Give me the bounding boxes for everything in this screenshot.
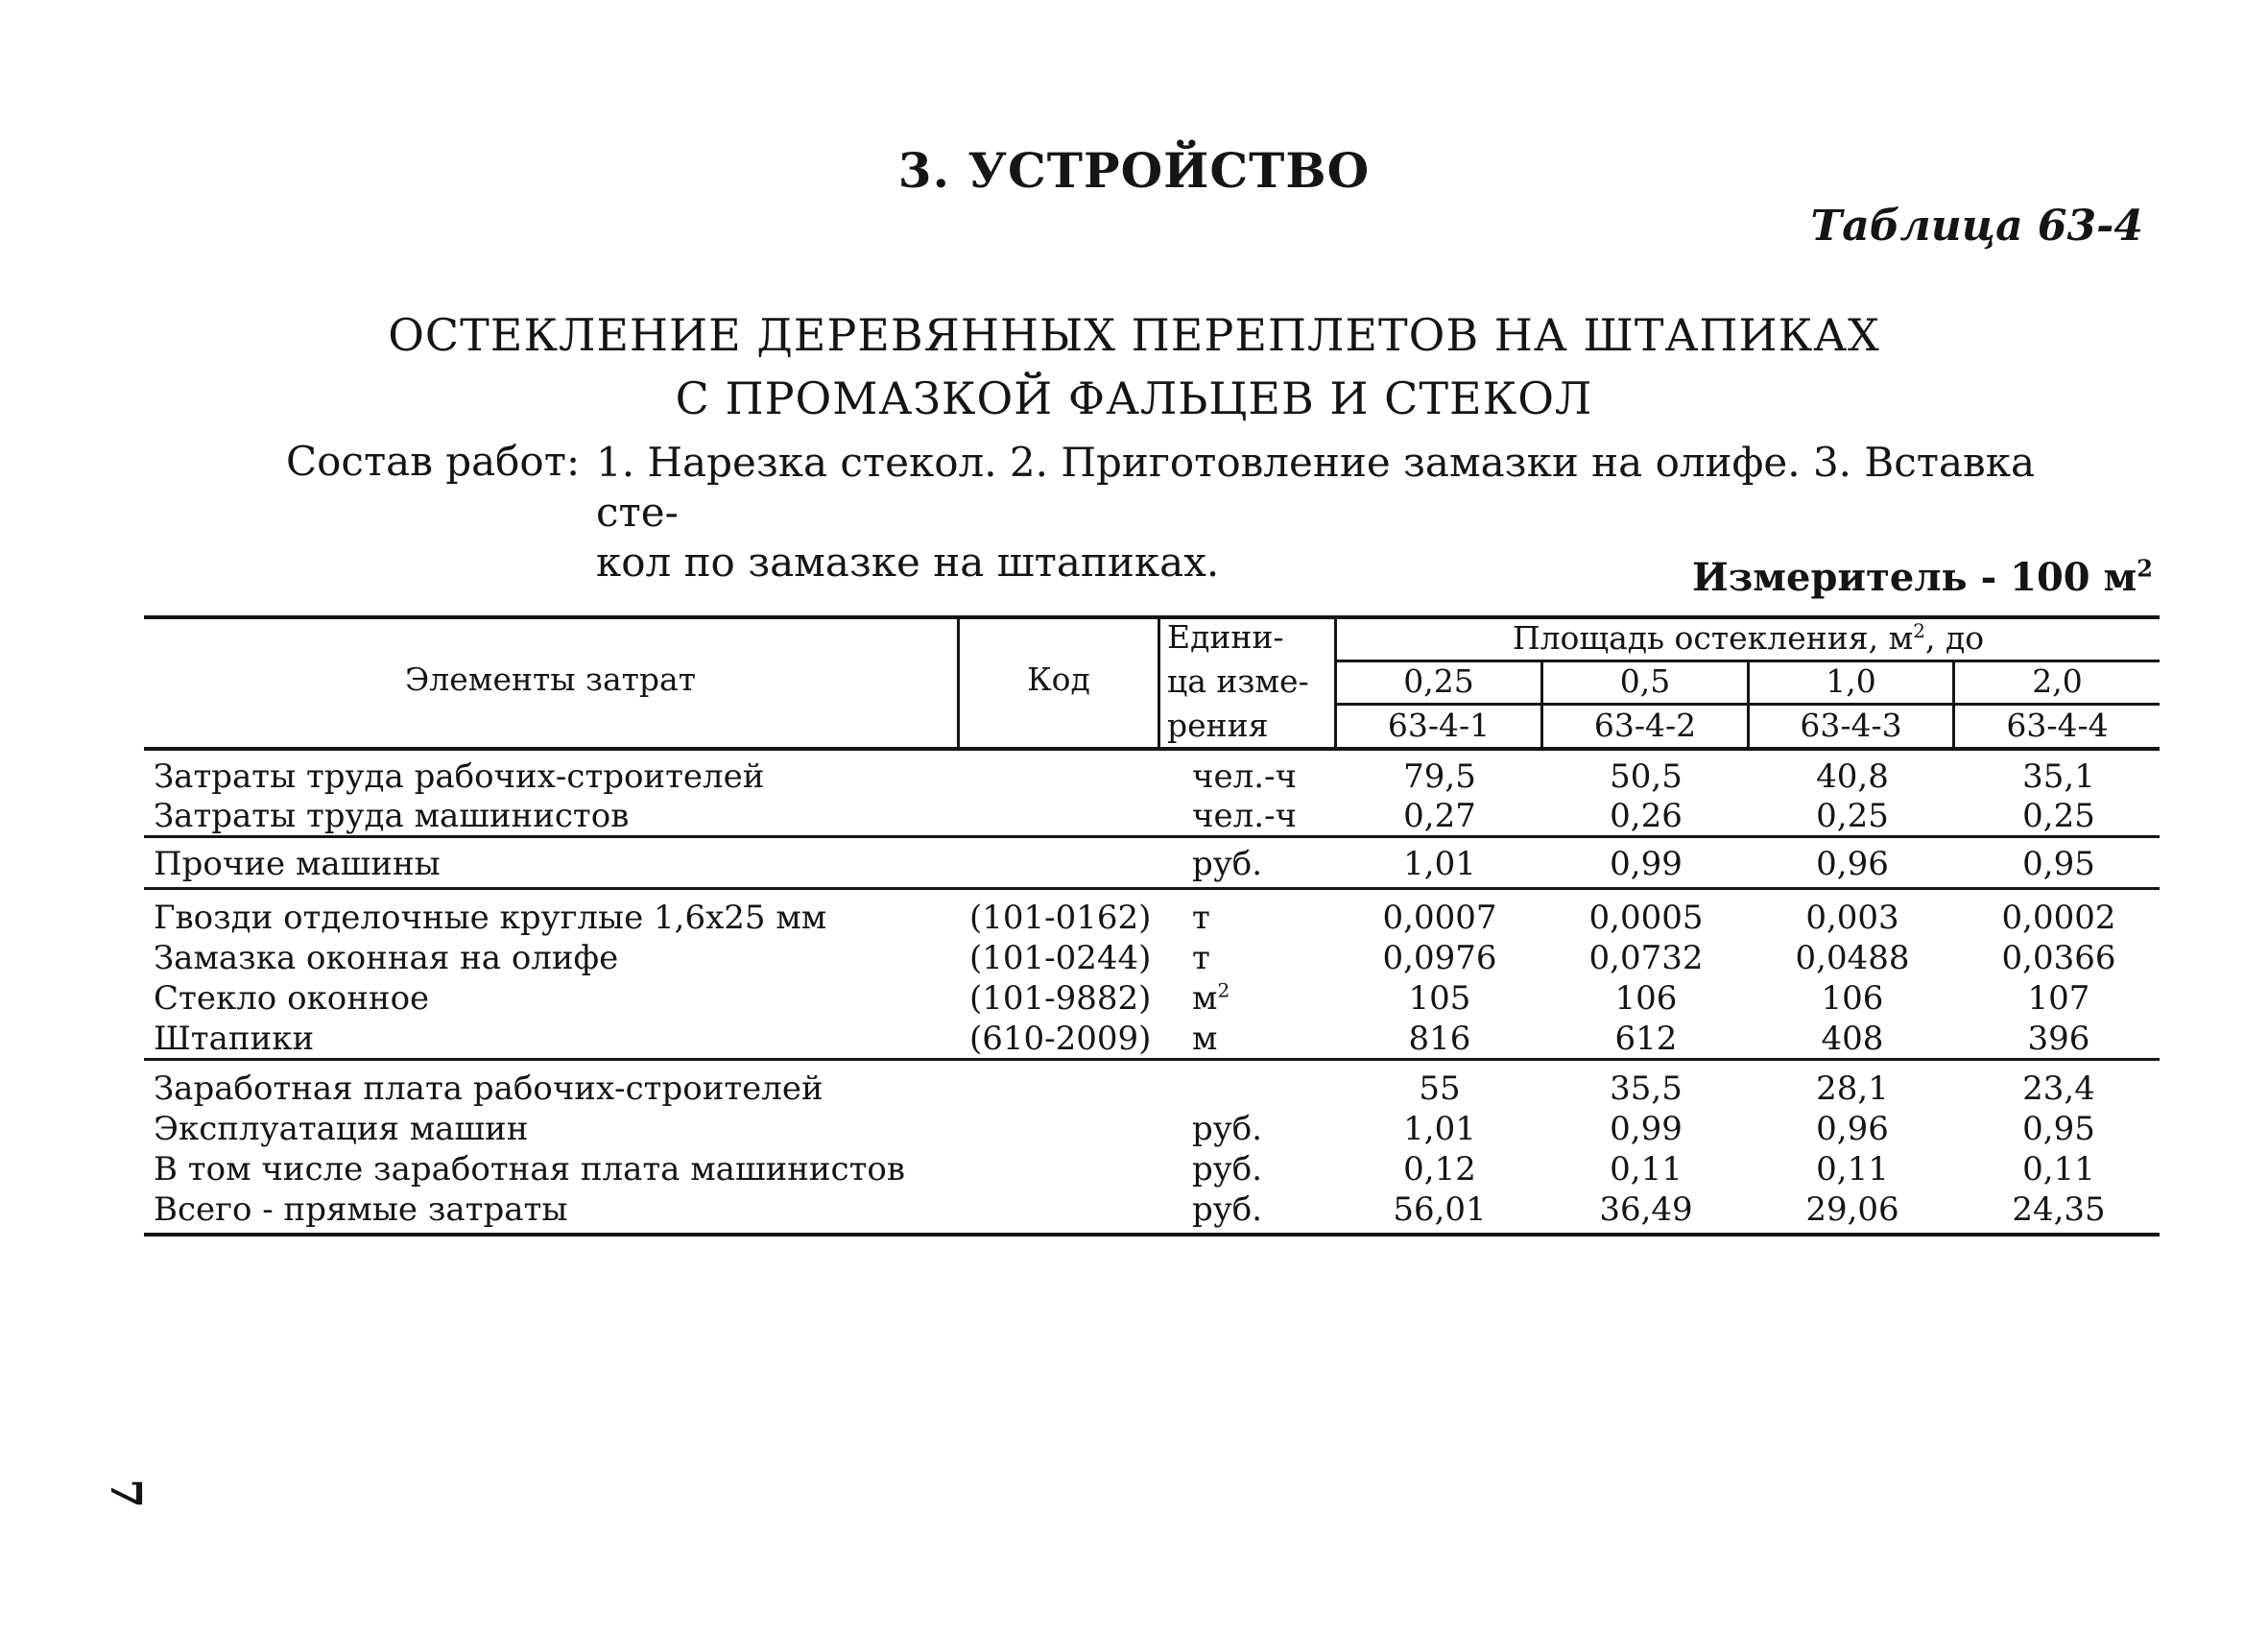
table-label: Таблица 63-4 — [1810, 202, 2143, 251]
row-code: (610-2009) — [969, 1020, 1152, 1058]
row-value: 28,1 — [1816, 1069, 1889, 1108]
row-value: 79,5 — [1403, 757, 1476, 796]
row-unit: руб. — [1192, 845, 1263, 883]
row-value: 55 — [1419, 1069, 1461, 1108]
measure-unit: Измеритель - 100 $м^2$ — [1691, 554, 2153, 600]
header-column-code: 63-4-1 — [1387, 707, 1491, 744]
row-value: 35,5 — [1610, 1069, 1683, 1108]
header-bottom-rule — [144, 747, 2160, 751]
header-elements: Элементы затрат — [405, 660, 696, 698]
row-unit: руб. — [1192, 1190, 1263, 1229]
header-column-code: 63-4-2 — [1593, 707, 1697, 744]
row-name: Эксплуатация машин — [154, 1110, 529, 1148]
row-value: 0,12 — [1403, 1150, 1476, 1189]
header-unit-line-3: рения — [1167, 707, 1269, 744]
group-rule-1 — [144, 835, 2160, 838]
row-value: 1,01 — [1403, 845, 1476, 883]
table-bottom-rule — [144, 1233, 2160, 1237]
row-value: 396 — [2027, 1020, 2090, 1058]
row-value: 24,35 — [2012, 1190, 2106, 1229]
row-value: 612 — [1614, 1020, 1678, 1058]
row-value: 50,5 — [1610, 757, 1683, 796]
row-name: Штапики — [154, 1020, 315, 1058]
row-name: Заработная плата рабочих-строителей — [154, 1069, 824, 1108]
header-column-code: 63-4-3 — [1800, 707, 1902, 744]
header-unit-line-1: Едини- — [1167, 618, 1284, 656]
work-composition-line-2: кол по замазке на штапиках. — [596, 539, 1220, 586]
row-value: 0,11 — [1816, 1150, 1889, 1189]
row-value: 36,49 — [1599, 1190, 1693, 1229]
row-value: 0,0005 — [1588, 899, 1704, 937]
row-name: Всего - прямые затраты — [154, 1190, 568, 1229]
row-value: 0,0002 — [2001, 899, 2116, 937]
row-unit: т — [1192, 899, 1210, 937]
table-heading-line-1: ОСТЕКЛЕНИЕ ДЕРЕВЯННЫХ ПЕРЕПЛЕТОВ НА ШТАПИКАХ — [388, 309, 1880, 361]
row-value: 0,95 — [2022, 845, 2095, 883]
row-unit: руб. — [1192, 1110, 1263, 1148]
row-value: 0,96 — [1816, 1110, 1889, 1148]
row-value: 107 — [2027, 979, 2090, 1018]
header-area-value: 1,0 — [1826, 662, 1876, 700]
row-code: (101-0244) — [969, 939, 1152, 977]
row-value: 1,01 — [1403, 1110, 1476, 1148]
row-value: 29,06 — [1805, 1190, 1899, 1229]
row-value: 0,0488 — [1795, 939, 1910, 977]
row-value: 0,003 — [1805, 899, 1899, 937]
header-vrule-unit — [1158, 615, 1160, 747]
header-area-value: 2,0 — [2032, 662, 2083, 700]
row-code: (101-0162) — [969, 899, 1152, 937]
row-value: 106 — [1614, 979, 1678, 1018]
row-code: (101-9882) — [969, 979, 1152, 1018]
work-composition-line-1: 1. Нарезка стекол. 2. Приготовление замазки на олифе. 3. Вставка сте- — [596, 439, 2035, 536]
row-value: 0,26 — [1610, 797, 1683, 835]
row-name: В том числе заработная плата машинистов — [154, 1150, 906, 1189]
row-value: 0,0007 — [1382, 899, 1497, 937]
group-rule-2 — [144, 887, 2160, 890]
header-area-value: 0,5 — [1619, 662, 1671, 700]
row-value: 0,0976 — [1382, 939, 1497, 977]
row-value: 408 — [1821, 1020, 1884, 1058]
row-unit: м — [1192, 1020, 1218, 1058]
row-value: 0,0366 — [2001, 939, 2116, 977]
row-value: 0,95 — [2022, 1110, 2095, 1148]
row-value: 23,4 — [2022, 1069, 2095, 1108]
row-name: Стекло оконное — [154, 979, 430, 1018]
row-unit: чел.-ч — [1192, 757, 1297, 796]
table-heading-line-2: С ПРОМАЗКОЙ ФАЛЬЦЕВ И СТЕКОЛ — [675, 372, 1593, 424]
row-value: 0,11 — [1610, 1150, 1683, 1189]
row-value: 35,1 — [2022, 757, 2095, 796]
row-value: 0,27 — [1403, 797, 1476, 835]
header-unit-line-2: ца изме- — [1167, 662, 1309, 700]
page-number: 7 — [100, 1478, 150, 1508]
row-unit: т — [1192, 939, 1210, 977]
row-value: 0,25 — [2022, 797, 2095, 835]
row-value: 0,11 — [2022, 1150, 2095, 1189]
row-value: 0,96 — [1816, 845, 1889, 883]
header-column-code: 63-4-4 — [2006, 707, 2109, 744]
row-unit: $м^2$ — [1192, 978, 1230, 1018]
row-value: 0,99 — [1610, 1110, 1683, 1148]
group-rule-3 — [144, 1058, 2160, 1061]
work-composition-label: Состав работ: — [286, 438, 581, 485]
row-name: Затраты труда машинистов — [154, 797, 630, 835]
row-unit: чел.-ч — [1192, 797, 1297, 835]
row-value: 0,0732 — [1588, 939, 1704, 977]
row-name: Затраты труда рабочих-строителей — [154, 757, 765, 796]
row-value: 56,01 — [1393, 1190, 1487, 1229]
row-name: Замазка оконная на олифе — [154, 939, 619, 977]
row-value: 105 — [1408, 979, 1471, 1018]
row-value: 0,25 — [1816, 797, 1889, 835]
header-code: Код — [1027, 660, 1090, 698]
header-area-value: 0,25 — [1403, 662, 1474, 700]
row-name: Прочие машины — [154, 845, 441, 883]
row-name: Гвозди отделочные круглые 1,6х25 мм — [154, 899, 827, 937]
row-unit: руб. — [1192, 1150, 1263, 1189]
row-value: 106 — [1821, 979, 1884, 1018]
section-title: 3. УСТРОЙСТВО — [897, 142, 1371, 199]
row-value: 816 — [1408, 1020, 1471, 1058]
row-value: 0,99 — [1610, 845, 1683, 883]
row-value: 40,8 — [1816, 757, 1889, 796]
header-area: Площадь остекления, $м^2$, до — [1512, 619, 1985, 657]
